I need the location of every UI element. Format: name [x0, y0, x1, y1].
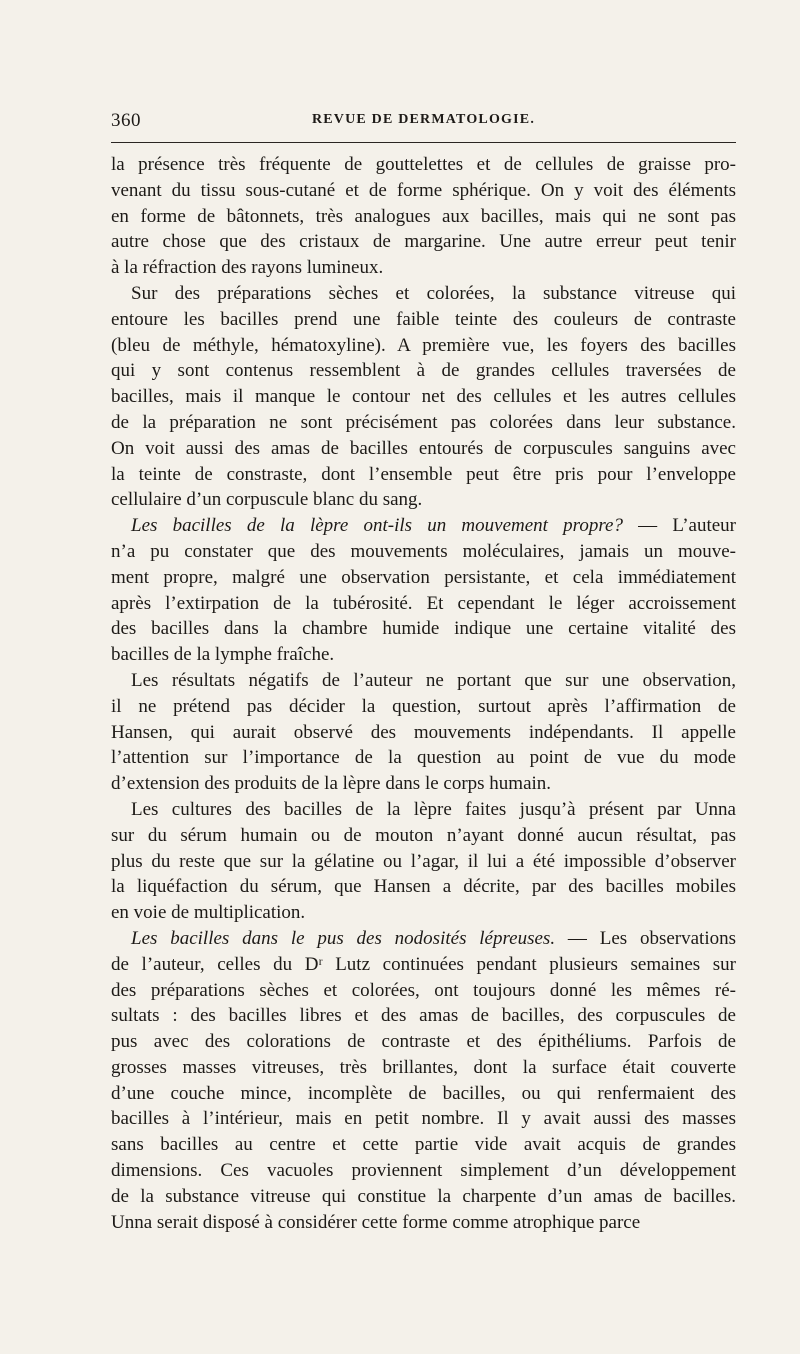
- text-line: [111, 849, 736, 875]
- text-line-content: des bacilles dans la chambre humide indique une certaine vitalité des: [111, 618, 736, 640]
- text-line-content: (bleu de méthyle, hématoxyline). A première vue, les foyers des bacilles: [111, 334, 736, 356]
- text-line: [111, 229, 736, 255]
- text-line-content: à la réfraction des rayons lumineux.: [111, 257, 384, 279]
- text-line: [111, 410, 736, 436]
- text-line: [111, 358, 736, 384]
- text-line-content: après l’extirpation de la tubérosité. Et cependant le léger accroissement: [111, 592, 736, 614]
- header-rule: [111, 142, 736, 143]
- body-text: [111, 152, 736, 1235]
- running-title: REVUE DE DERMATOLOGIE.: [311, 112, 536, 127]
- text-line: [111, 823, 736, 849]
- text-line: [111, 1158, 736, 1184]
- text-line: [111, 1003, 736, 1029]
- text-line-content: dimensions. Ces vacuoles proviennent simplement d’un développement: [111, 1160, 736, 1182]
- text-line-content: il ne prétend pas décider la question, surtout après l’affirmation de: [111, 695, 736, 717]
- text-line-content: la présence très fréquente de gouttelettes et de cellules de graisse pro-: [111, 154, 736, 175]
- text-line: [111, 900, 736, 926]
- text-line: [111, 642, 736, 668]
- text-line-content: — Les observations: [555, 927, 736, 949]
- text-line: [111, 178, 736, 204]
- text-line-content: Sur des préparations sèches et colorées, la substance vitreuse qui: [131, 282, 736, 304]
- text-line-content: venant du tissu sous-cutané et de forme sphérique. On y voit des éléments: [111, 179, 736, 201]
- page-number: 360: [111, 110, 141, 131]
- text-line: [111, 591, 736, 617]
- text-line-content: bacilles, mais il manque le contour net des cellules et les autres cellules: [111, 386, 736, 408]
- section-heading: Les bacilles dans le pus des nodosités lépreuses.: [131, 927, 556, 949]
- text-line-content: en forme de bâtonnets, très analogues aux bacilles, mais qui ne sont pas: [111, 205, 736, 227]
- text-line-content: entoure les bacilles prend une faible teinte des couleurs de contraste: [111, 308, 736, 330]
- text-line: [111, 384, 736, 410]
- text-line-content: d’extension des produits de la lèpre dans le corps humain.: [111, 773, 552, 795]
- text-line: [111, 333, 736, 359]
- text-line: [111, 1029, 736, 1055]
- text-line-content: la liquéfaction du sérum, que Hansen a décrite, par des bacilles mobiles: [111, 876, 736, 898]
- text-line: [111, 1132, 736, 1158]
- text-line-content: cellulaire d’un corpuscule blanc du sang.: [111, 489, 423, 511]
- text-line: [111, 281, 736, 307]
- text-line: [111, 307, 736, 333]
- text-line: [111, 874, 736, 900]
- text-line-content: sultats : des bacilles libres et des amas de bacilles, des corpuscules de: [111, 1005, 736, 1027]
- text-line-content: autre chose que des cristaux de margarine. Une autre erreur peut tenir: [111, 231, 736, 253]
- text-line: [111, 668, 736, 694]
- text-line-content: l’attention sur l’importance de la question au point de vue du mode: [111, 747, 736, 769]
- text-line: [111, 1106, 736, 1132]
- text-line-content: Unna serait disposé à considérer cette forme comme atrophique parce: [111, 1211, 641, 1233]
- text-line: [111, 745, 736, 771]
- text-line-content: plus du reste que sur la gélatine ou l’agar, il lui a été impossible d’observer: [111, 850, 736, 872]
- text-line: [111, 513, 736, 539]
- text-line: [111, 952, 736, 978]
- text-line: [111, 926, 736, 952]
- text-line: [111, 1184, 736, 1210]
- text-line-content: sur du sérum humain ou de mouton n’ayant donné aucun résultat, pas: [111, 824, 736, 846]
- text-line-content: des préparations sèches et colorées, ont toujours donné les mêmes ré-: [111, 979, 736, 1001]
- text-line-content: Hansen, qui aurait observé des mouvements indépendants. Il appelle: [111, 721, 736, 743]
- text-line-content: de l’auteur, celles du Dʳ Lutz continuées pendant plusieurs semaines sur: [111, 953, 736, 975]
- text-line-content: d’une couche mince, incomplète de bacilles, ou qui renfermaient des: [111, 1082, 736, 1104]
- text-line: [111, 771, 736, 797]
- page-header: [111, 110, 736, 134]
- text-line-content: n’a pu constater que des mouvements moléculaires, jamais un mouve-: [111, 540, 736, 562]
- text-line: [111, 204, 736, 230]
- text-line: [111, 978, 736, 1004]
- text-line-content: de la substance vitreuse qui constitue la charpente d’un amas de bacilles.: [111, 1185, 736, 1207]
- text-line: [111, 152, 736, 178]
- text-line-content: Les résultats négatifs de l’auteur ne portant que sur une observation,: [131, 669, 736, 691]
- text-line-content: bacilles de la lymphe fraîche.: [111, 644, 335, 666]
- text-line: [111, 1055, 736, 1081]
- text-line-content: en voie de multiplication.: [111, 902, 306, 924]
- text-line: [111, 1081, 736, 1107]
- text-line-content: ment propre, malgré une observation persistante, et cela immédiatement: [111, 566, 736, 588]
- text-line-content: On voit aussi des amas de bacilles entourés de corpuscules sanguins avec: [111, 437, 736, 459]
- text-line-content: la teinte de constraste, dont l’ensemble peut être pris pour l’enveloppe: [111, 463, 736, 485]
- text-line-content: — L’auteur: [622, 515, 736, 537]
- text-line-content: de la préparation ne sont précisément pas colorées dans leur substance.: [111, 411, 736, 433]
- text-line: [111, 797, 736, 823]
- text-line: [111, 255, 736, 281]
- text-line-content: sans bacilles au centre et cette partie vide avait acquis de grandes: [111, 1134, 736, 1156]
- text-line: [111, 539, 736, 565]
- text-line: [111, 694, 736, 720]
- text-line: [111, 462, 736, 488]
- text-line: [111, 436, 736, 462]
- text-line: [111, 1210, 736, 1236]
- text-line-content: grosses masses vitreuses, très brillantes, dont la surface était couverte: [111, 1056, 736, 1078]
- text-line: [111, 616, 736, 642]
- text-line-content: qui y sont contenus ressemblent à de grandes cellules traversées de: [111, 360, 736, 382]
- text-line: [111, 565, 736, 591]
- text-line-content: bacilles à l’intérieur, mais en petit nombre. Il y avait aussi des masses: [111, 1108, 736, 1130]
- text-line-content: pus avec des colorations de contraste et des épithéliums. Parfois de: [111, 1031, 736, 1053]
- text-line: [111, 720, 736, 746]
- text-line: [111, 487, 736, 513]
- text-line-content: Les cultures des bacilles de la lèpre faites jusqu’à présent par Unna: [131, 798, 736, 820]
- section-heading: Les bacilles de la lèpre ont-ils un mouvement propre?: [131, 515, 623, 537]
